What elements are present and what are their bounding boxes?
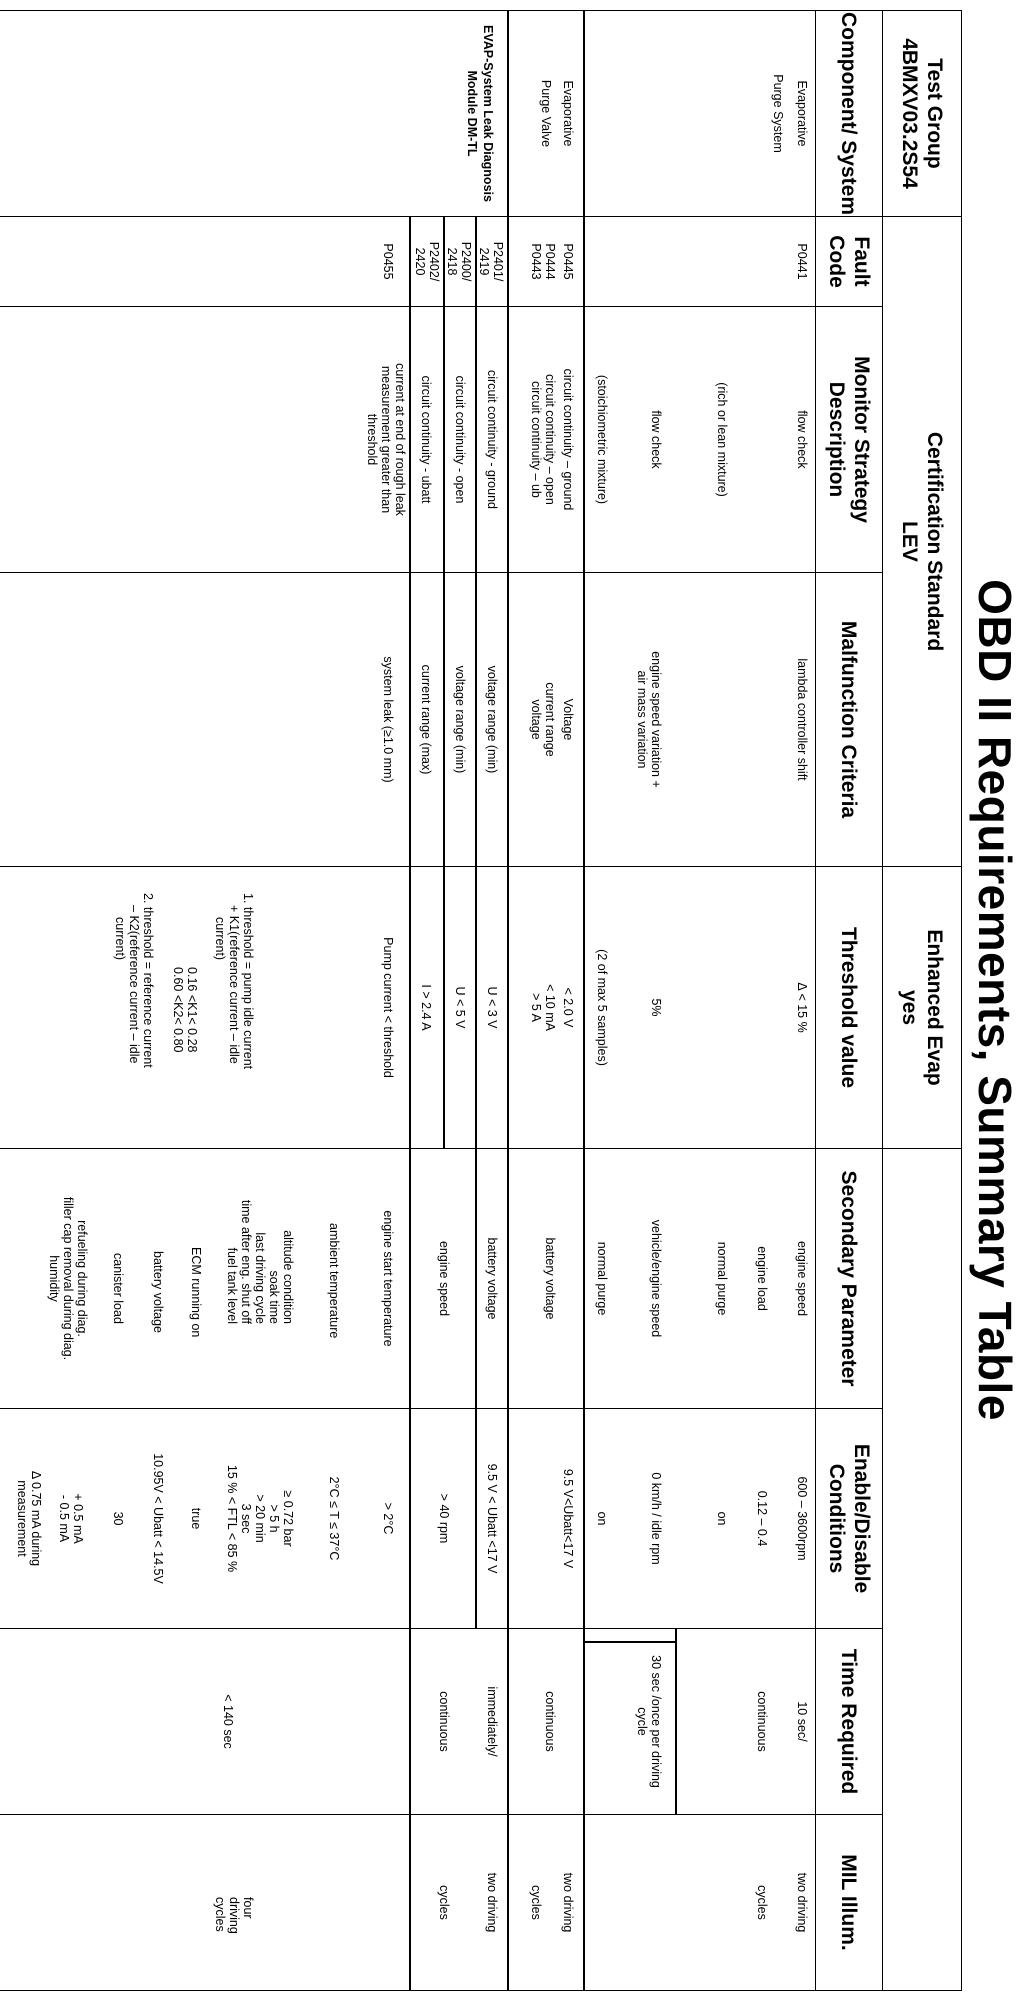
fault-code-p0445: P0445 xyxy=(561,243,575,280)
mil-cycles-2: cycles xyxy=(529,1885,543,1920)
fault-code-column xyxy=(0,217,816,307)
fault-code-p2401: P2401/ xyxy=(491,241,505,282)
secondary-parameter-column xyxy=(0,1149,816,1409)
fault-code-2419: 2419 xyxy=(477,247,491,276)
secondary-ecm-running: ECM running on xyxy=(189,1247,203,1338)
purge-valve-component-1: Evaporative xyxy=(561,80,575,147)
monitor-strategy-column xyxy=(0,307,816,573)
monitor-stoichiometric: (stoichiometric mixture) xyxy=(595,374,609,505)
enable-dmtl-battery-range: 9.5 V < Ubatt <17 V xyxy=(485,1463,499,1574)
time-immediately: immediately/ xyxy=(485,1686,499,1757)
header-threshold-value: Threshold value xyxy=(816,867,883,1149)
secondary-filler-cap: filler cap removal during diag. xyxy=(61,1196,75,1361)
monitor-circuit-ub: circuit continuity – ub xyxy=(529,381,543,498)
monitor-leak-1: current at end of rough leak xyxy=(393,363,407,516)
enable-measurement: measurement xyxy=(15,1480,29,1557)
certification-standard-label: Certification Standard xyxy=(923,431,946,652)
monitor-circuit-open: circuit continuity – open xyxy=(543,374,557,505)
secondary-humidity: humidity xyxy=(47,1255,61,1302)
mil-four: four xyxy=(241,1897,255,1919)
purge-system-component-2: Purge System xyxy=(771,74,785,153)
mil-two-driving-2: two driving xyxy=(561,1872,575,1933)
malfunction-voltage-range-1: voltage range (min) xyxy=(485,665,499,774)
body-row xyxy=(0,11,816,1991)
dmtl-component-1: EVAP-System Leak Diagnosis xyxy=(481,25,495,202)
threshold-formula-4: 2. threshold = reference current xyxy=(141,893,155,1068)
threshold-value-column xyxy=(0,867,816,1149)
threshold-u-3v: U < 3 V xyxy=(485,986,499,1029)
secondary-engine-speed: engine speed xyxy=(795,1240,809,1317)
enable-ftl: 15 % < FTL < 85 % xyxy=(225,1464,239,1573)
fault-code-p0455: P0455 xyxy=(381,243,395,280)
fault-code-p0444: P0444 xyxy=(543,243,557,280)
enable-purge-on-2: on xyxy=(595,1511,609,1526)
monitor-dmtl-open: circuit continuity - open xyxy=(453,375,467,504)
divider xyxy=(476,1409,478,1628)
divider xyxy=(508,867,510,1148)
time-continuous-1: continuous xyxy=(755,1691,769,1752)
monitor-leak-3: threshold xyxy=(365,413,379,466)
secondary-dmtl-battery-voltage: battery voltage xyxy=(485,1237,499,1320)
threshold-i-2-4a: I > 2.4 A xyxy=(419,984,433,1031)
divider xyxy=(585,1641,677,1643)
time-30-sec-1: 30 sec /once per driving xyxy=(649,1655,663,1788)
secondary-battery-voltage: battery voltage xyxy=(543,1237,557,1320)
enable-3-sec: 3 sec xyxy=(239,1503,253,1534)
malfunction-criteria-column xyxy=(0,573,816,867)
header-enable-conditions: Enable/Disable Conditions xyxy=(816,1409,883,1629)
enable-plus-0-5ma: + 0.5 mA xyxy=(71,1493,85,1544)
header-time-required: Time Required xyxy=(816,1629,883,1815)
mil-cycles-1: cycles xyxy=(755,1885,769,1920)
test-group-label: Test Group xyxy=(923,58,946,169)
secondary-vehicle-speed: vehicle/engine speed xyxy=(649,1219,663,1338)
certification-standard-value: LEV xyxy=(898,521,921,562)
divider xyxy=(410,1815,412,1990)
malfunction-lambda-shift: lambda controller shift xyxy=(795,658,809,781)
enable-minus-0-5ma: - 0.5 mA xyxy=(57,1494,71,1543)
component-column xyxy=(0,11,816,217)
threshold-u-5v: U < 5 V xyxy=(453,986,467,1029)
time-10-sec: 10 sec/ xyxy=(795,1701,809,1742)
certification-standard-cell xyxy=(883,217,962,867)
fault-code-p2402: P2402/ xyxy=(427,241,441,282)
divider xyxy=(444,307,446,572)
monitor-circuit-ground: circuit continuity – ground xyxy=(561,368,575,511)
monitor-flow-check-2: flow check xyxy=(649,410,663,469)
purge-system-component-1: Evaporative xyxy=(795,80,809,147)
enable-true: true xyxy=(189,1507,203,1530)
threshold-5-percent: 5% xyxy=(649,998,663,1017)
secondary-ambient-temp: ambient temperature xyxy=(327,1223,341,1339)
enable-ubatt-range: 10.95V < Ubatt < 14.5V xyxy=(151,1453,165,1584)
divider xyxy=(508,11,510,216)
divider xyxy=(508,573,510,866)
enable-soak: > 5 h xyxy=(267,1504,281,1533)
malfunction-current-range-max: current range (max) xyxy=(419,664,433,775)
divider xyxy=(410,1149,412,1408)
monitor-rich-lean: (rich or lean mixture) xyxy=(715,382,729,497)
threshold-k1-range: 0.16 <K1< 0.28 xyxy=(185,967,199,1053)
threshold-formula-5: – K2(reference current – idle xyxy=(127,905,141,1064)
certification-row xyxy=(883,11,962,1991)
divider xyxy=(476,307,478,572)
secondary-engine-load: engine load xyxy=(755,1246,769,1311)
malfunction-speed-variation-2: air mass variation xyxy=(635,670,649,769)
secondary-dmtl-engine-speed: engine speed xyxy=(437,1240,451,1317)
enable-idle: 0 km/h / idle rpm xyxy=(649,1472,663,1565)
header-fault-code: Fault Code xyxy=(816,217,883,307)
divider xyxy=(584,11,586,216)
divider xyxy=(410,1409,412,1628)
monitor-dmtl-ubatt: circuit continuity - ubatt xyxy=(419,375,433,504)
threshold-pump-current: Pump current < threshold xyxy=(381,937,395,1078)
test-group-cell xyxy=(883,11,962,217)
divider xyxy=(476,573,478,866)
malfunction-speed-variation-1: engine speed variation + xyxy=(649,651,663,788)
threshold-formula-1: 1. threshold = pump idle current xyxy=(241,893,255,1070)
enable-altitude: ≥ 0.72 bar xyxy=(281,1490,295,1547)
divider xyxy=(410,217,412,306)
divider xyxy=(508,1629,510,1814)
divider xyxy=(410,573,412,866)
obd-summary-table xyxy=(0,10,962,1991)
malfunction-current-range: current range xyxy=(543,682,557,757)
mil-driving: driving xyxy=(227,1897,241,1934)
mil-cycles-3: cycles xyxy=(437,1885,451,1920)
divider xyxy=(584,217,586,306)
malfunction-voltage: Voltage xyxy=(561,698,575,741)
enable-30: 30 xyxy=(111,1511,125,1526)
header-row xyxy=(816,11,883,1991)
page-title: OBD II Requirements, Summary Table xyxy=(969,579,1021,1421)
fault-code-p2400: P2400/ xyxy=(459,241,473,282)
monitor-leak-2: measurement greater than xyxy=(379,365,393,514)
time-required-column xyxy=(0,1629,816,1815)
threshold-2v: < 2.0 V xyxy=(561,987,575,1028)
enable-delta-ma: Δ 0.75 mA during xyxy=(29,1470,43,1567)
malfunction-system-leak: system leak (≥1.0 mm) xyxy=(381,656,395,783)
divider xyxy=(584,1629,586,1814)
divider xyxy=(584,307,586,572)
dmtl-component-2: Module DM-TL xyxy=(465,70,479,157)
secondary-time-after-shutoff: time after eng. shut off xyxy=(239,1199,253,1325)
monitor-dmtl-ground: circuit continuity - ground xyxy=(485,370,499,509)
purge-valve-component-2: Purge Valve xyxy=(539,79,553,148)
divider xyxy=(476,867,478,1148)
header-secondary-parameter: Secondary Parameter xyxy=(816,1149,883,1409)
divider xyxy=(444,867,446,1148)
secondary-normal-purge-2: normal purge xyxy=(595,1241,609,1316)
threshold-samples: (2 of max 5 samples) xyxy=(595,949,609,1066)
header-monitor-strategy: Monitor Strategy Description xyxy=(816,307,883,573)
enable-load-range: 0.12 – 0.4 xyxy=(755,1490,769,1547)
malfunction-voltage-2: voltage xyxy=(529,699,543,740)
enhanced-evap-label: Enhanced Evap xyxy=(923,929,946,1086)
enable-battery-range: 9.5 V<Ubatt<17 V xyxy=(561,1468,575,1569)
divider xyxy=(410,1629,412,1814)
enable-rpm-range: 600 – 3600rpm xyxy=(795,1476,809,1561)
time-continuous-2: continuous xyxy=(543,1691,557,1752)
fault-code-2418: 2418 xyxy=(445,247,459,276)
test-group-value: 4BMXV03.2S54 xyxy=(898,38,921,189)
secondary-canister-load: canister load xyxy=(111,1253,125,1324)
divider xyxy=(584,1409,586,1628)
secondary-dmtl-battery: battery voltage xyxy=(151,1251,165,1334)
header-malfunction-criteria: Malfunction Criteria xyxy=(816,573,883,867)
mil-cycles-4: cycles xyxy=(213,1897,227,1932)
secondary-engine-start-temp: engine start temperature xyxy=(381,1210,395,1347)
divider xyxy=(584,1149,586,1408)
divider xyxy=(508,1815,510,1990)
divider xyxy=(476,217,478,306)
divider xyxy=(508,1149,510,1408)
threshold-10ma: < 10 mA xyxy=(543,984,557,1031)
enable-conditions-column xyxy=(0,1409,816,1629)
fault-code-p0443: P0443 xyxy=(529,243,543,280)
secondary-last-cycle: last driving cycle xyxy=(253,1232,267,1325)
header-mil-illum: MIL Illum. xyxy=(816,1815,883,1991)
divider xyxy=(508,217,510,306)
time-140-sec: < 140 sec xyxy=(221,1694,235,1749)
monitor-flow-check-1: flow check xyxy=(795,410,809,469)
header-component: Component/ System xyxy=(816,11,883,217)
time-continuous-3: continuous xyxy=(437,1691,451,1752)
mil-illum-column xyxy=(0,1815,816,1991)
threshold-formula-3: current) xyxy=(213,917,227,961)
divider xyxy=(410,307,412,572)
enable-last-cycle: > 20 min xyxy=(253,1494,267,1543)
enable-ambient-range: 2°C ≤ T ≤ 37°C xyxy=(327,1476,341,1561)
divider xyxy=(676,1629,678,1814)
certification-blank-cell xyxy=(883,1149,962,1991)
fault-code-p0441: P0441 xyxy=(795,243,809,280)
enable-purge-on-1: on xyxy=(715,1511,729,1526)
divider xyxy=(444,573,446,866)
enhanced-evap-cell xyxy=(883,867,962,1149)
enable-40-rpm: > 40 rpm xyxy=(437,1493,451,1544)
divider xyxy=(508,1409,510,1628)
secondary-fuel-level: fuel tank level xyxy=(225,1247,239,1325)
time-30-sec-2: cycle xyxy=(635,1707,649,1736)
secondary-altitude: altitude condition xyxy=(281,1230,295,1325)
threshold-k2-range: 0.60 <K2< 0.80 xyxy=(171,967,185,1053)
fault-code-2420: 2420 xyxy=(413,247,427,276)
enable-start-temp: > 2°C xyxy=(381,1502,395,1535)
threshold-lambda: Δ < 15 % xyxy=(795,982,809,1033)
mil-two-driving-1: two driving xyxy=(795,1872,809,1933)
threshold-formula-6: current) xyxy=(113,917,127,961)
malfunction-voltage-range-2: voltage range (min) xyxy=(453,665,467,774)
secondary-soak-time: soak time xyxy=(267,1270,281,1325)
threshold-5a: > 5 A xyxy=(529,993,543,1022)
secondary-refueling: refueling during diag. xyxy=(75,1220,89,1337)
divider xyxy=(410,867,412,1148)
divider xyxy=(476,1149,478,1408)
mil-two-driving-3: two driving xyxy=(485,1872,499,1933)
divider xyxy=(584,867,586,1148)
divider xyxy=(584,1815,586,1990)
enhanced-evap-value: yes xyxy=(898,989,921,1026)
divider xyxy=(508,307,510,572)
secondary-normal-purge-1: normal purge xyxy=(715,1241,729,1316)
threshold-formula-2: + K1(reference current – idle xyxy=(227,905,241,1064)
divider xyxy=(584,573,586,866)
divider xyxy=(444,217,446,306)
